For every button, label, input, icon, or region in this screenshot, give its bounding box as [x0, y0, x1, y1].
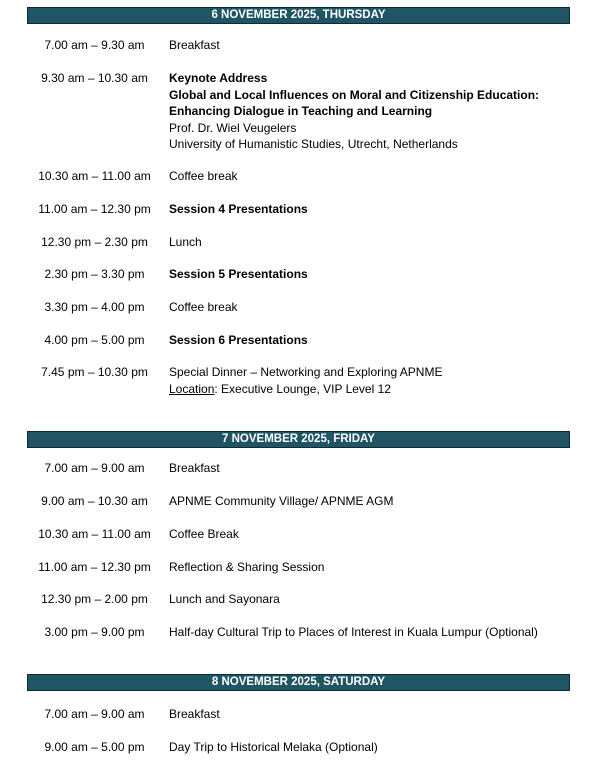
- activity: Coffee break: [169, 169, 238, 183]
- activity: Half-day Cultural Trip to Places of Interest in Kuala Lumpur (Optional): [169, 625, 538, 639]
- time-slot: 7.00 am – 9.00 am: [44, 707, 145, 721]
- activity: Lunch: [169, 235, 202, 249]
- time-slot: 2.30 pm – 3.30 pm: [44, 267, 145, 281]
- time-slot: 3.30 pm – 4.00 pm: [44, 300, 145, 314]
- time-slot: 4.00 pm – 5.00 pm: [44, 333, 145, 347]
- time-slot: 12.30 pm – 2.00 pm: [41, 592, 148, 606]
- time-slot: 11.00 am – 12.30 pm: [38, 560, 151, 574]
- time-slot: 10.30 am – 11.00 am: [38, 169, 151, 183]
- keynote-title-line-1: Global and Local Influences on Moral and Citizenship Education:: [169, 87, 540, 102]
- activity: Session 4 Presentations: [169, 202, 308, 216]
- activity: Special Dinner – Networking and Exploring APNME: [169, 365, 443, 379]
- day-header-saturday: 8 NOVEMBER 2025, SATURDAY: [27, 674, 570, 691]
- day-header-friday: 7 NOVEMBER 2025, FRIDAY: [27, 431, 570, 448]
- activity: Coffee Break: [169, 527, 239, 541]
- time-slot: 9.30 am – 10.30 am: [41, 71, 148, 85]
- time-slot: 7.45 pm – 10.30 pm: [41, 365, 148, 379]
- activity: Session 6 Presentations: [169, 333, 308, 347]
- time-slot: 7.00 am – 9.30 am: [44, 38, 145, 52]
- activity: Breakfast: [169, 461, 220, 475]
- activity: Lunch and Sayonara: [169, 592, 280, 606]
- activity: Session 5 Presentations: [169, 267, 308, 281]
- keynote-label: Keynote Address: [169, 71, 268, 85]
- time-slot: 12.30 pm – 2.30 pm: [41, 235, 148, 249]
- activity: APNME Community Village/ APNME AGM: [169, 494, 394, 508]
- time-slot: 11.00 am – 12.30 pm: [38, 202, 151, 216]
- activity: Breakfast: [169, 707, 220, 721]
- activity: Breakfast: [169, 38, 220, 52]
- activity: Coffee break: [169, 300, 238, 314]
- keynote-affiliation: University of Humanistic Studies, Utrecht, Netherlands: [169, 137, 458, 151]
- time-slot: 3.00 pm – 9.00 pm: [44, 625, 145, 639]
- time-slot: 9.00 am – 10.30 am: [41, 494, 148, 508]
- keynote-speaker: Prof. Dr. Wiel Veugelers: [169, 120, 297, 135]
- time-slot: 9.00 am – 5.00 pm: [44, 740, 145, 754]
- location-line: [169, 381, 569, 398]
- day-header-thursday: 6 NOVEMBER 2025, THURSDAY: [27, 7, 570, 24]
- activity: Reflection & Sharing Session: [169, 560, 325, 574]
- time-slot: 7.00 am – 9.00 am: [44, 461, 145, 475]
- activity: Day Trip to Historical Melaka (Optional): [169, 740, 378, 754]
- keynote-title-line-2: Enhancing Dialogue in Teaching and Learning: [169, 104, 433, 118]
- time-slot: 10.30 am – 11.00 am: [38, 527, 151, 541]
- location-value: : Executive Lounge, VIP Level 12: [214, 381, 391, 396]
- location-label: Location: [169, 381, 215, 396]
